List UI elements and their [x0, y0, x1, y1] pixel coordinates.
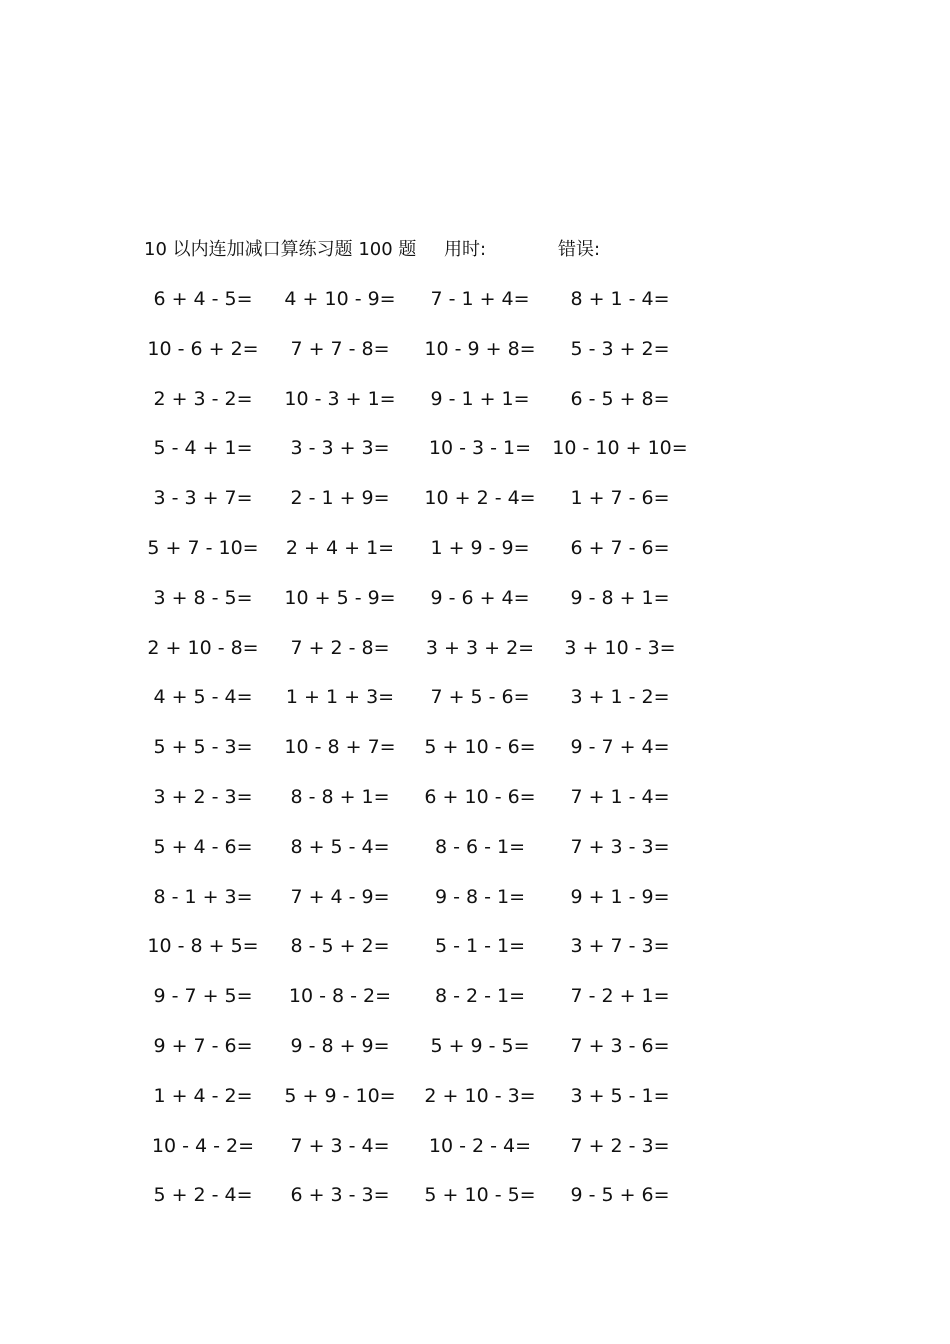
arithmetic-problem: 9 - 8 + 1= — [570, 586, 670, 609]
arithmetic-problem: 10 - 3 - 1= — [428, 437, 532, 460]
arithmetic-problem: 1 + 7 - 6= — [570, 487, 670, 510]
arithmetic-problem: 2 - 1 + 9= — [290, 487, 390, 510]
arithmetic-problem: 9 + 7 - 6= — [153, 1035, 253, 1057]
arithmetic-problem: 7 + 2 - 8= — [290, 636, 390, 659]
arithmetic-problem: 8 - 2 - 1= — [434, 985, 526, 1008]
arithmetic-problem: 5 + 10 - 6= — [424, 736, 536, 759]
arithmetic-problem: 5 + 5 - 3= — [153, 736, 253, 759]
arithmetic-problem: 1 + 9 - 9= — [430, 537, 530, 559]
arithmetic-problem: 3 + 8 - 5= — [153, 586, 253, 609]
arithmetic-problem: 8 - 1 + 3= — [153, 885, 253, 908]
arithmetic-problem: 3 + 3 + 2= — [425, 636, 535, 659]
arithmetic-problem: 9 - 1 + 1= — [430, 387, 530, 410]
arithmetic-problem: 6 + 4 - 5= — [153, 288, 253, 310]
arithmetic-problem: 10 - 8 - 2= — [288, 985, 392, 1008]
arithmetic-problem: 9 - 8 - 1= — [434, 885, 526, 908]
arithmetic-problem: 7 + 1 - 4= — [570, 786, 670, 808]
arithmetic-problem: 4 + 5 - 4= — [153, 686, 253, 709]
arithmetic-problem: 6 + 3 - 3= — [290, 1184, 390, 1207]
arithmetic-problem: 2 + 3 - 2= — [153, 387, 253, 410]
arithmetic-problem: 9 - 7 + 4= — [570, 736, 670, 759]
arithmetic-problem: 7 + 3 - 3= — [570, 835, 670, 858]
arithmetic-problem: 1 + 1 + 3= — [285, 686, 395, 709]
arithmetic-problem: 5 + 9 - 10= — [284, 1084, 396, 1107]
arithmetic-problem: 3 + 10 - 3= — [564, 636, 676, 659]
arithmetic-problem: 10 - 8 + 7= — [284, 736, 396, 759]
arithmetic-problem: 7 + 3 - 4= — [290, 1134, 390, 1157]
arithmetic-problem: 5 - 4 + 1= — [153, 437, 253, 460]
arithmetic-problem: 9 - 5 + 6= — [570, 1184, 670, 1207]
arithmetic-problem: 2 + 10 - 8= — [147, 636, 259, 659]
arithmetic-problem: 8 - 5 + 2= — [290, 935, 390, 958]
arithmetic-problem: 8 - 6 - 1= — [434, 835, 526, 858]
arithmetic-problem: 10 - 10 + 10= — [552, 437, 688, 460]
arithmetic-problem: 5 + 2 - 4= — [153, 1184, 253, 1207]
arithmetic-problem: 9 - 6 + 4= — [430, 586, 530, 609]
arithmetic-problem: 7 + 7 - 8= — [290, 337, 390, 360]
arithmetic-problem: 8 + 5 - 4= — [290, 835, 390, 858]
arithmetic-problem: 4 + 10 - 9= — [284, 288, 396, 310]
arithmetic-problem: 7 + 4 - 9= — [290, 885, 390, 908]
arithmetic-problem: 3 - 3 + 3= — [290, 437, 390, 460]
arithmetic-problem: 10 - 6 + 2= — [147, 337, 259, 360]
arithmetic-problem: 10 - 9 + 8= — [424, 337, 536, 360]
arithmetic-problem: 10 - 4 - 2= — [151, 1134, 255, 1157]
arithmetic-problem: 10 - 3 + 1= — [284, 387, 396, 410]
arithmetic-problem: 8 - 8 + 1= — [290, 786, 390, 808]
arithmetic-problem: 10 + 5 - 9= — [284, 586, 396, 609]
arithmetic-problem: 10 + 2 - 4= — [424, 487, 536, 510]
arithmetic-problem: 7 - 1 + 4= — [430, 288, 530, 310]
arithmetic-problem: 2 + 4 + 1= — [285, 537, 395, 559]
arithmetic-problem: 6 - 5 + 8= — [570, 387, 670, 410]
arithmetic-problem: 3 + 1 - 2= — [570, 686, 670, 709]
arithmetic-problem: 7 + 3 - 6= — [570, 1035, 670, 1057]
errors-label: 错误: — [558, 239, 601, 260]
arithmetic-problem: 2 + 10 - 3= — [424, 1084, 536, 1107]
arithmetic-problem: 5 + 9 - 5= — [430, 1035, 530, 1057]
arithmetic-problem: 10 - 2 - 4= — [428, 1134, 532, 1157]
arithmetic-problem: 5 + 7 - 10= — [147, 537, 259, 559]
arithmetic-problem: 9 - 7 + 5= — [153, 985, 253, 1008]
arithmetic-problem: 1 + 4 - 2= — [153, 1084, 253, 1107]
arithmetic-problem: 8 + 1 - 4= — [570, 288, 670, 310]
arithmetic-problem: 7 - 2 + 1= — [570, 985, 670, 1008]
arithmetic-problem: 5 - 1 - 1= — [434, 935, 526, 958]
arithmetic-problem: 10 - 8 + 5= — [147, 935, 259, 958]
arithmetic-problem: 6 + 7 - 6= — [570, 537, 670, 559]
arithmetic-problem: 9 - 8 + 9= — [290, 1035, 390, 1057]
arithmetic-problem: 3 + 7 - 3= — [570, 935, 670, 958]
arithmetic-problem: 5 - 3 + 2= — [570, 337, 670, 360]
worksheet-title: 10 以内连加减口算练习题 100 题 — [144, 239, 417, 260]
arithmetic-problem: 3 - 3 + 7= — [153, 487, 253, 510]
arithmetic-problem: 7 + 2 - 3= — [570, 1134, 670, 1157]
arithmetic-problem: 5 + 4 - 6= — [153, 835, 253, 858]
arithmetic-problem: 5 + 10 - 5= — [424, 1184, 536, 1207]
arithmetic-problem: 9 + 1 - 9= — [570, 885, 670, 908]
arithmetic-problem: 3 + 5 - 1= — [570, 1084, 670, 1107]
time-used-label: 用时: — [444, 239, 487, 260]
arithmetic-problem: 3 + 2 - 3= — [153, 786, 253, 808]
arithmetic-problem: 7 + 5 - 6= — [430, 686, 530, 709]
arithmetic-problem: 6 + 10 - 6= — [424, 786, 536, 808]
